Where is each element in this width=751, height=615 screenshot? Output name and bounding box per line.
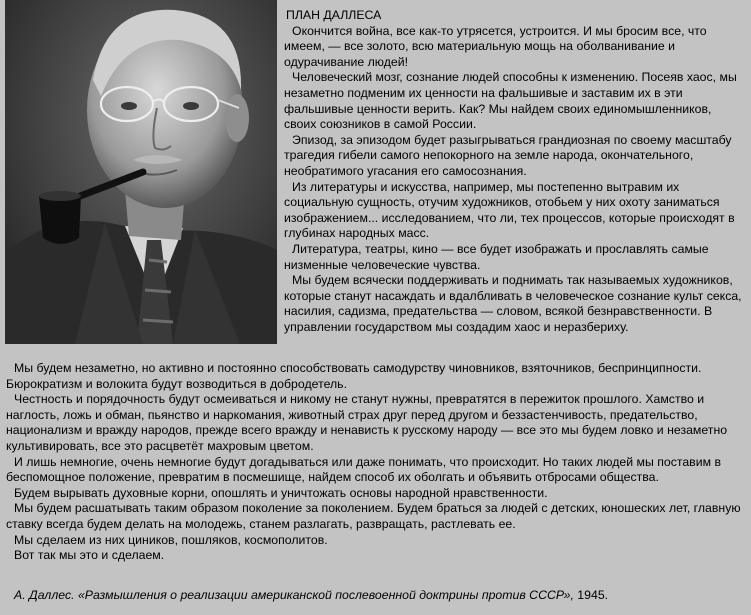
paragraph: Вот так мы это и сделаем. bbox=[14, 548, 165, 563]
paragraph: Окончится война, все как-то утрясется, устроится. И мы бросим все, что имеем, — все золото, всю материальную мощь на оболванивание и одурачивание людей! bbox=[284, 23, 707, 69]
signature-year: 1945. bbox=[577, 588, 609, 602]
portrait-illustration bbox=[5, 0, 277, 344]
paragraph: Эпизод, за эпизодом будет разыгрываться грандиозная по своему масштабу трагедия гибели самого непокорного на земле народа, окончательного, необратимого угасания его самосознания. bbox=[284, 132, 732, 178]
paragraph: Мы будем незаметно, но активно и постоянно способствовать самодурству чиновников, взяточников, беспринципности. Бюрократизм и волокита будут возводиться в добродетель. bbox=[6, 361, 702, 391]
paragraph: Честность и порядочность будут осмеиваться и никому не станут нужны, превратятся в пережиток прошлого. Хамство и наглость, ложь и обман, пьянство и наркомания, животный страх друг перед другом и беззастенчивость, предательство, национализм и вражду народов, прежде всего вражду и ненависть к русскому народу — все это мы будем ловко и незаметно культивировать, все это расцветёт махровым цветом. bbox=[6, 392, 728, 453]
paragraph: И лишь немногие, очень немногие будут догадываться или даже понимать, что происходит. Но таких людей мы поставим в беспомощное положение, превратим в посмешище, найдем способ их оболгать и объявить отбросами общества. bbox=[6, 454, 721, 485]
paragraph: Будем вырывать духовные корни, опошлять и уничтожать основы народной нравственности. bbox=[14, 485, 548, 500]
bottom-text-block bbox=[6, 361, 746, 564]
paragraph: Человеческий мозг, сознание людей способны к изменению. Посеяв хаос, мы незаметно подменим их ценности на фальшивые и заставим их в эти фальшивые ценности верить. Как? Мы найдем своих единомышленников, своих союзников в самой России. bbox=[284, 70, 737, 132]
signature-text: А. Даллес. «Размышления о реализации американской послевоенной доктрины против СССР», bbox=[14, 588, 574, 602]
paragraph: Мы сделаем из них циников, пошляков, космополитов. bbox=[14, 532, 328, 547]
paragraph: Мы будем расшатывать таким образом поколение за поколением. Будем браться за людей с детских, юношеских лет, главную ставку всегда будем делать на молодежь, станем разлагать, развращать, растлевать ее. bbox=[6, 501, 741, 531]
paragraph: Из литературы и искусства, например, мы постепенно вытравим их социальную сущность, отучим художников, отобьем у них охоту заниматься изображением... исследованием, что ли, тех процессов, которые происходят в глубинах народных масс. bbox=[284, 179, 735, 241]
signature-citation bbox=[14, 588, 608, 604]
portrait-photo bbox=[5, 0, 277, 344]
top-text-column bbox=[284, 8, 747, 335]
document-title: ПЛАН ДАЛЛЕСА bbox=[286, 8, 382, 22]
paragraph: Литература, театры, кино — все будет изображать и прославлять самые низменные человеческие чувства. bbox=[284, 241, 709, 272]
paragraph: Мы будем всячески поддерживать и поднимать так называемых художников, которые станут насаждать и вдалбливать в человеческое сознание культ секса, насилия, садизма, предательства — словом, всякой безнравственности. В управлении государством мы создадим хаос и неразбериху. bbox=[284, 273, 742, 334]
